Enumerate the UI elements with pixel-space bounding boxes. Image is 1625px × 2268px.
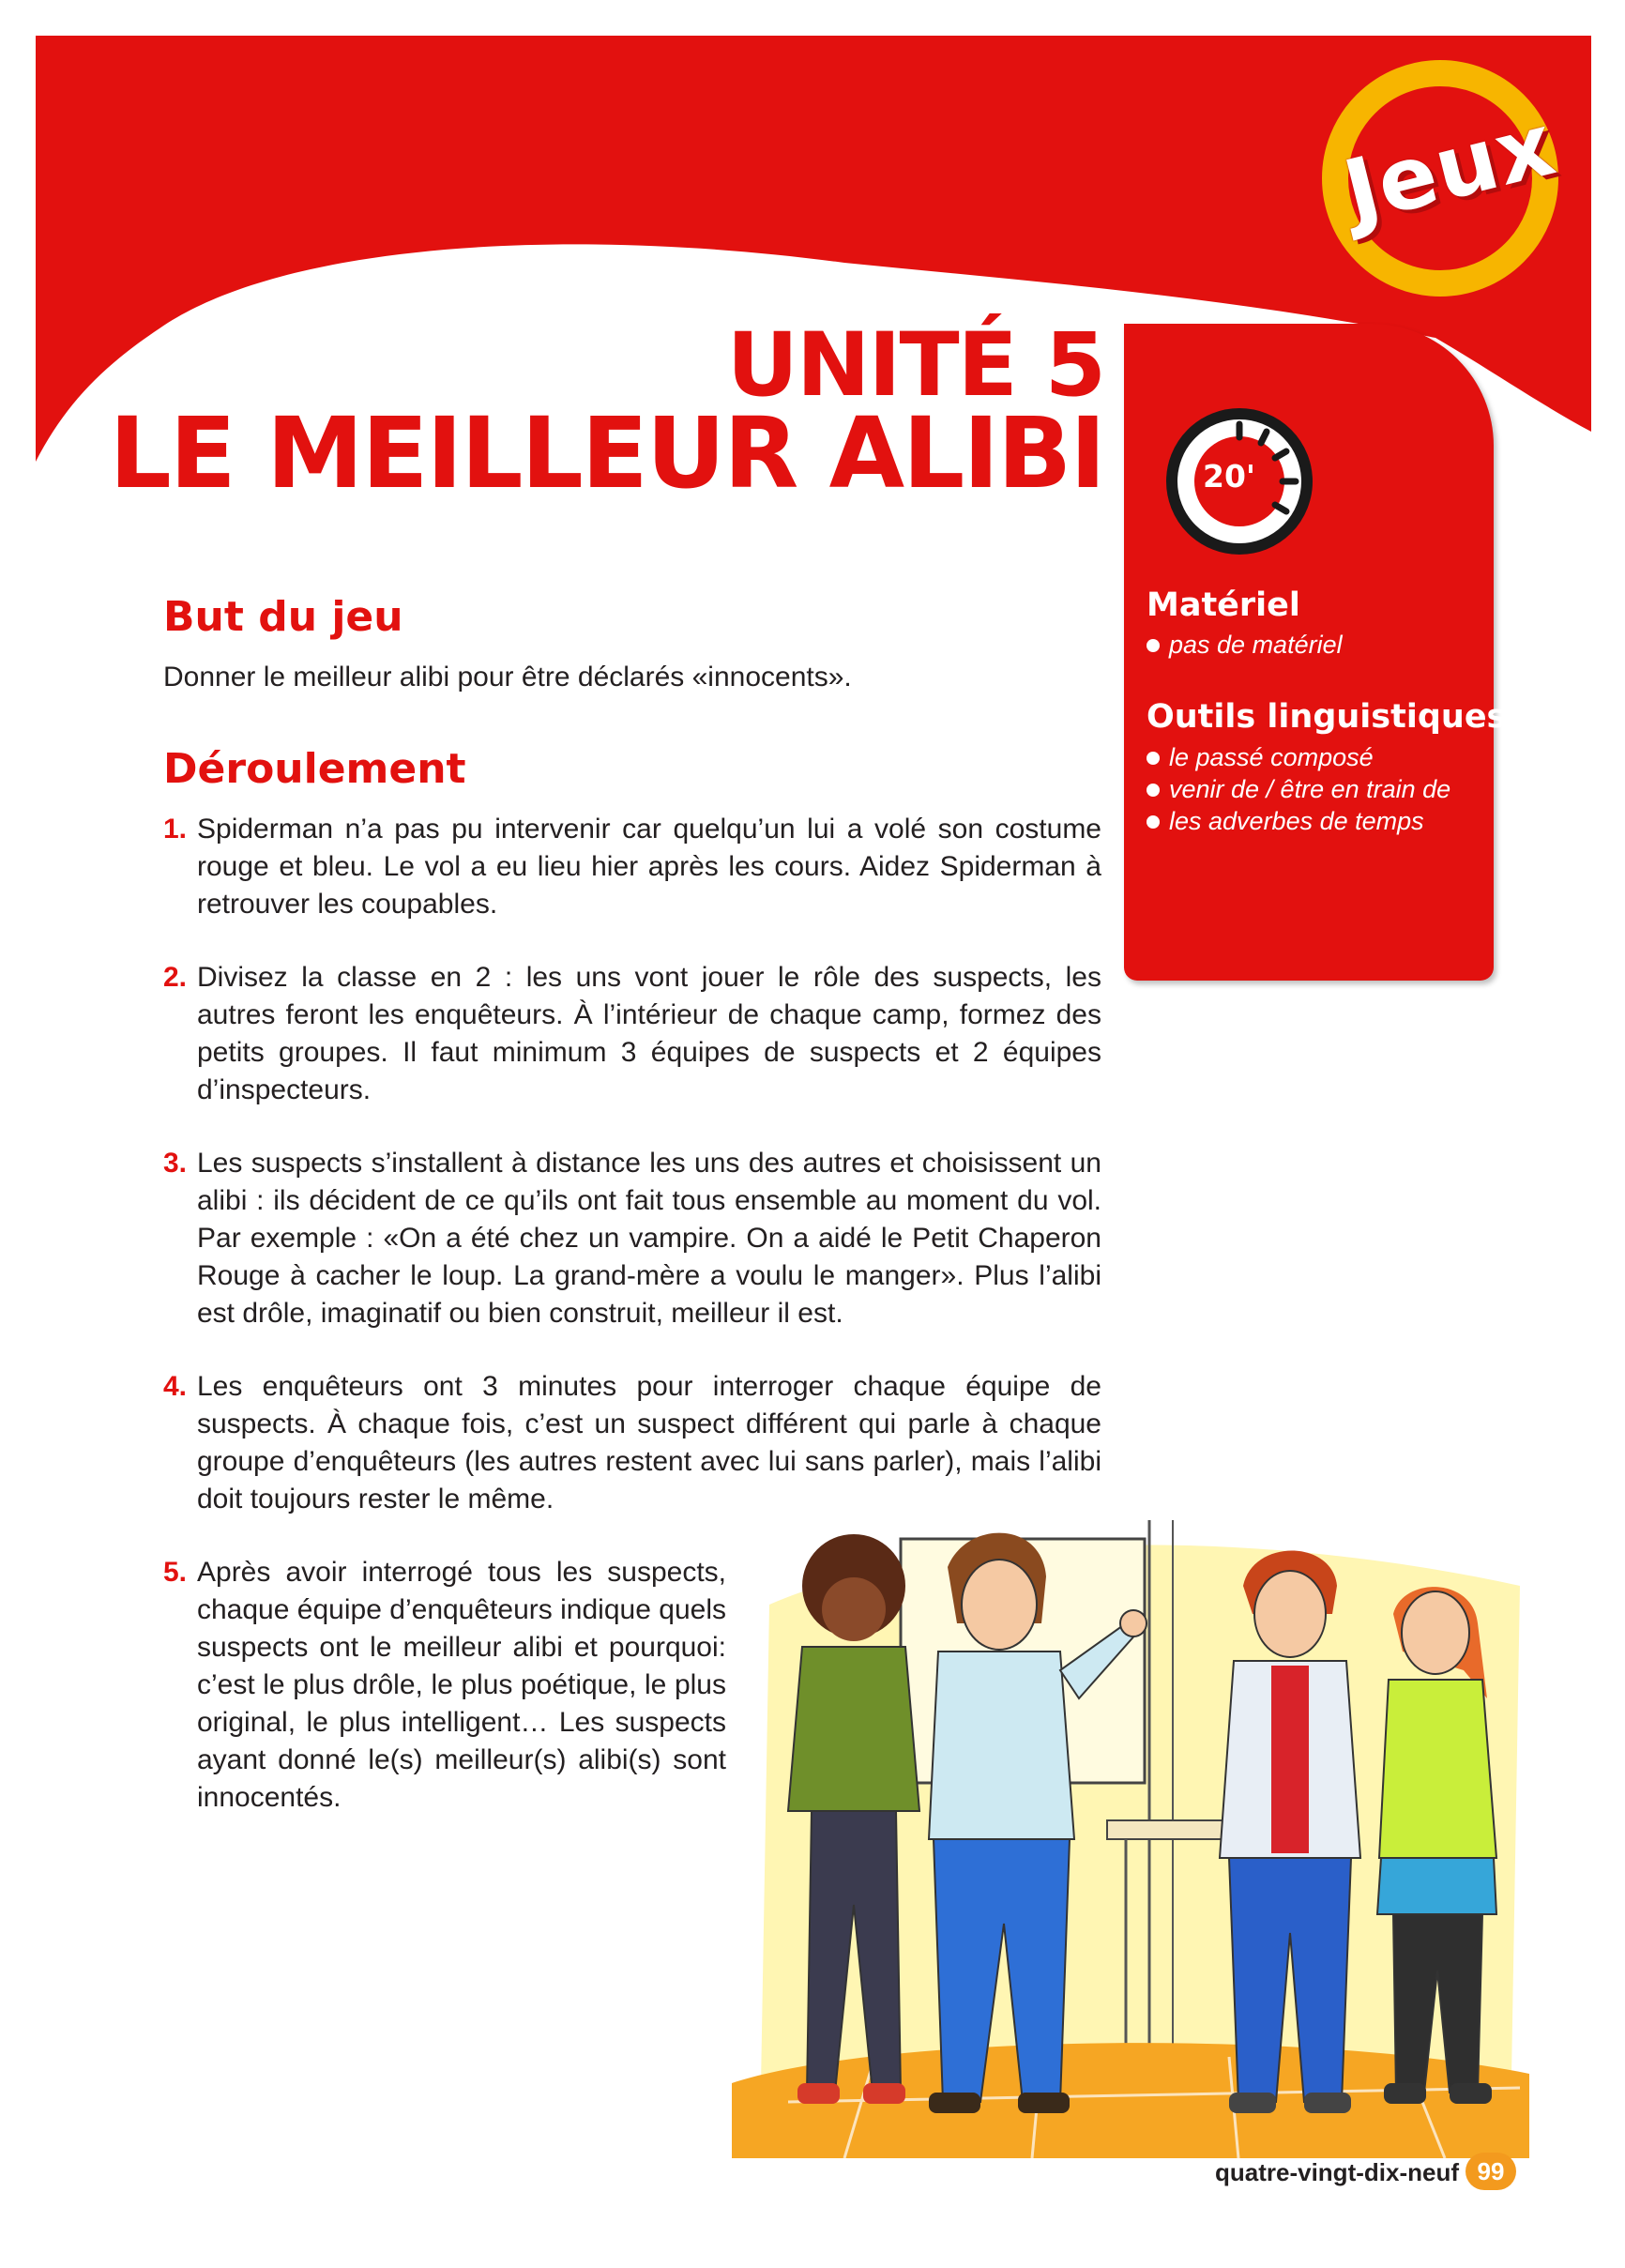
step-number: 3.	[163, 1148, 188, 1179]
deroulement-heading: Déroulement	[163, 745, 466, 793]
students-illustration	[732, 1483, 1529, 2158]
page-number-words: quatre-vingt-dix-neuf	[1215, 2158, 1459, 2186]
step-text: Les enquêteurs ont 3 minutes pour interroger chaque équipe de suspects. À chaque fois, c’est un suspect différent qui parle à chaque groupe d’enquêteurs (les autres restent avec lui sans parler), mais l’alibi doit toujours rester le même.	[197, 1371, 1101, 1515]
page-number-badge: 99	[1466, 2153, 1516, 2190]
outils-heading: Outils linguistiques	[1147, 698, 1507, 736]
but-text: Donner le meilleur alibi pour être déclarés «innocents».	[163, 662, 852, 693]
unit-title: UNITÉ 5	[726, 314, 1104, 417]
step-2	[163, 959, 1101, 1109]
step-number: 4.	[163, 1371, 188, 1402]
step-number: 5.	[163, 1557, 188, 1588]
step-3	[163, 1145, 1101, 1332]
step-text: Après avoir interrogé tous les suspects, chaque équipe d’enquêteurs indique quels suspects ont le meilleur alibi et pourquoi: c’est le plus drôle, le plus poétique, le plus original, le plus intelligent… Les suspects ayant donné le(s) meilleur(s) alibi(s) sont innocentés.	[197, 1557, 726, 1813]
step-5	[163, 1554, 726, 1817]
step-text: Spiderman n’a pas pu intervenir car quelqu’un lui a volé son costume rouge et bleu. Le vol a eu lieu hier après les cours. Aidez Spiderman à retrouver les coupables.	[197, 814, 1101, 920]
bullet-icon	[1147, 639, 1160, 652]
materiel-item: pas de matériel	[1147, 629, 1343, 661]
step-number: 2.	[163, 962, 188, 993]
step-text: Les suspects s’installent à distance les uns des autres et choisissent un alibi : ils décident de ce qu’ils ont fait tous ensemble au moment du vol. Par exemple : «On a été chez un vampire. On a aidé le Petit Chaperon Rouge à cacher le loup. La grand-mère a voulu le manger». Plus l’alibi est drôle, imaginatif ou bien construit, meilleur il est.	[197, 1148, 1101, 1329]
bullet-icon	[1147, 815, 1160, 829]
step-text: Divisez la classe en 2 : les uns vont jouer le rôle des suspects, les autres feront les enquêteurs. À l’intérieur de chaque camp, formez des petits groupes. Il faut minimum 3 équipes de suspects et 2 équipes d’inspecteurs.	[197, 962, 1101, 1105]
bullet-icon	[1147, 752, 1160, 765]
step-number: 1.	[163, 814, 188, 845]
materiel-heading: Matériel	[1147, 586, 1300, 624]
outils-item: les adverbes de temps	[1147, 805, 1424, 837]
outils-item: le passé composé	[1147, 741, 1374, 773]
step-1	[163, 811, 1101, 923]
game-title: LE MEILLEUR ALIBI	[109, 396, 1104, 510]
outils-item: venir de / être en train de	[1147, 773, 1450, 805]
jeux-badge-label: Jeux	[1334, 94, 1565, 243]
timer-duration: 20'	[1202, 458, 1256, 495]
but-heading: But du jeu	[163, 593, 403, 641]
bullet-icon	[1147, 784, 1160, 797]
